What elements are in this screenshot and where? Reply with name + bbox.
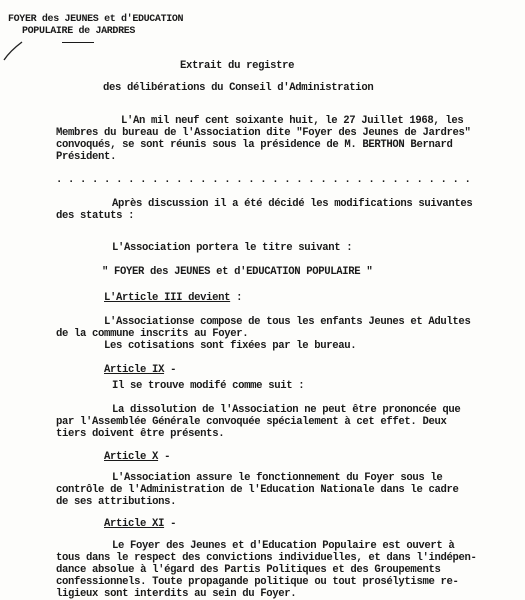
article-9-line: tiers doivent être présents.	[56, 428, 225, 440]
intro-line: Président.	[56, 151, 117, 163]
article-3-line: de la commune inscrits au Foyer.	[56, 328, 249, 340]
article-3-heading	[104, 292, 242, 304]
article-10-line: contrôle de l'Administration de l'Education Nationale dans le cadre	[56, 484, 459, 496]
article-3-heading-suffix: :	[230, 292, 243, 304]
article-11-line: Le Foyer des Jeunes et d'Education Populaire est ouvert à	[112, 540, 455, 552]
new-association-title: " FOYER des JEUNES et d'EDUCATION POPULAIRE "	[102, 266, 373, 278]
dotted-separator: . . . . . . . . . . . . . . . . . . . . . . . . . . . . . . . . . . .	[56, 174, 471, 186]
decision-line: des statuts :	[56, 210, 135, 222]
decision-line: Après discussion il a été décidé les modifications suivantes	[112, 198, 473, 210]
article-11-line: ligieux sont interdits au sein du Foyer.	[56, 588, 297, 600]
article-10-line: de ses attributions.	[56, 496, 177, 508]
article-11-line: confessionnels. Toute propagande politique ou tout prosélytisme re-	[56, 576, 459, 588]
handwritten-flourish	[2, 40, 24, 64]
article-10-heading-suffix: -	[158, 451, 171, 463]
article-9-heading-suffix: -	[164, 364, 177, 376]
org-name-line1: FOYER des JEUNES et d'EDUCATION	[8, 14, 184, 25]
intro-line: L'An mil neuf cent soixante huit, le 27 Juillet 1968, les	[121, 115, 464, 127]
document-subtitle: des délibérations du Conseil d'Administration	[103, 82, 374, 94]
article-10-heading-text: Article X	[104, 451, 159, 463]
article-9-heading-text: Article IX	[104, 364, 165, 376]
article-11-line: tous dans le respect des convictions individuelles, et dans l'indépen-	[56, 552, 477, 564]
article-11-heading-suffix: -	[164, 518, 177, 530]
intro-line: Membres du bureau de l'Association dite "Foyer des Jeunes de Jardres"	[56, 127, 471, 139]
article-9-line: Il se trouve modifé comme suit :	[112, 380, 305, 392]
article-9-heading	[104, 364, 176, 376]
article-9-line: La dissolution de l'Association ne peut être prononcée que	[112, 404, 461, 416]
article-10-line: L'Association assure le fonctionnement du Foyer sous le	[112, 472, 443, 484]
article-11-heading	[104, 518, 176, 530]
article-3-heading-text: L'Article III devient	[104, 292, 231, 304]
org-name-line2: POPULAIRE de JARDRES	[22, 26, 136, 37]
document-title: Extrait du registre	[180, 60, 295, 72]
article-10-heading	[104, 451, 170, 463]
article-11-heading-text: Article XI	[104, 518, 165, 530]
article-11-line: dance absolue à l'égard des Partis Politiques et des Groupements	[56, 564, 441, 576]
article-3-line: Les cotisations sont fixées par le bureau.	[104, 340, 357, 352]
article-3-line: L'Associationse compose de tous les enfants Jeunes et Adultes	[104, 316, 471, 328]
article-9-line: par l'Assemblée Générale convoquée spécialement à cet effet. Deux	[56, 416, 447, 428]
intro-line: convoqués, se sont réunis sous la présidence de M. BERTHON Bernard	[56, 139, 453, 151]
header-underline	[62, 42, 94, 43]
title-change-intro: L'Association portera le titre suivant :	[112, 242, 353, 254]
